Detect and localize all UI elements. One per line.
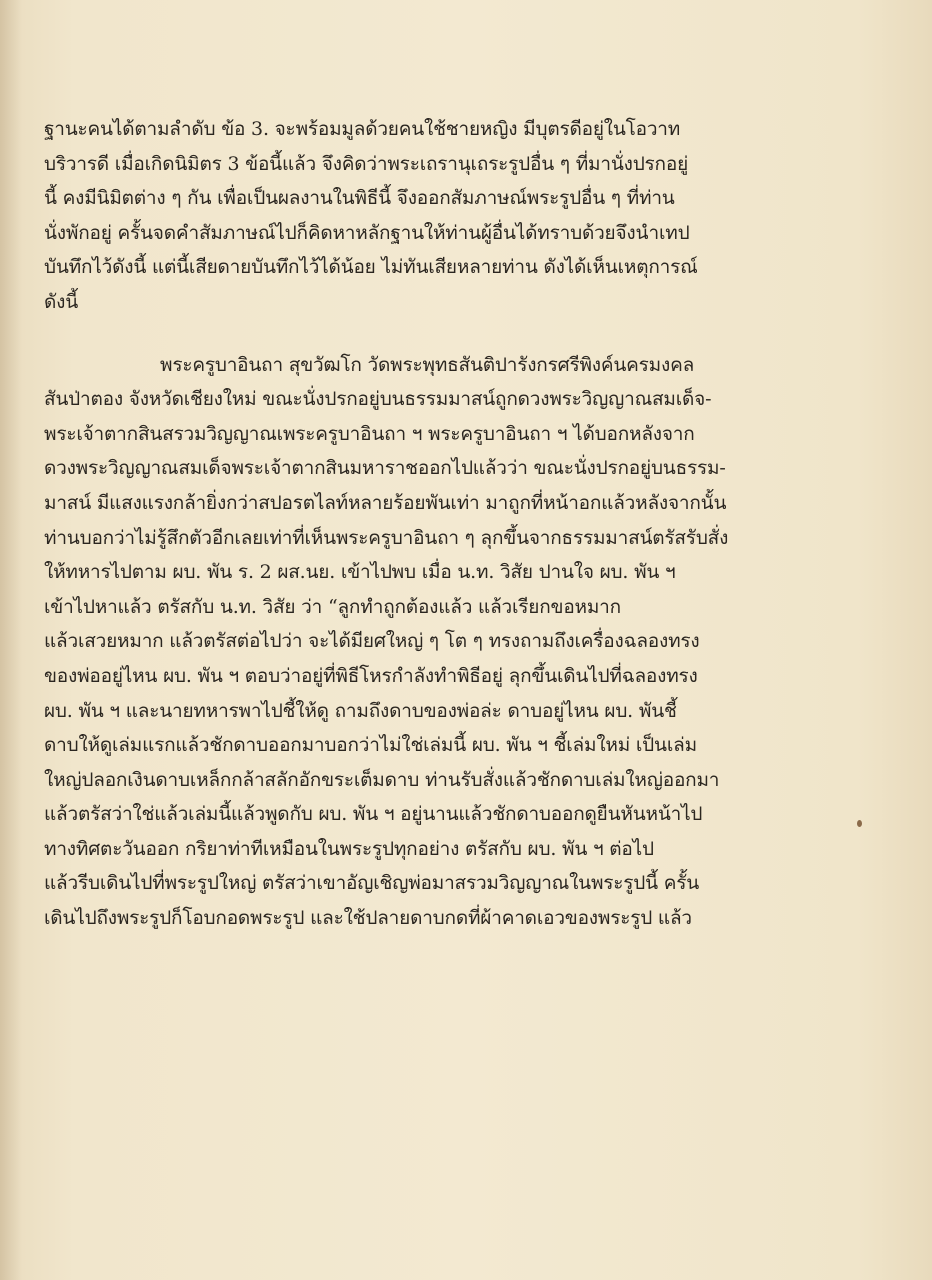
paper-speck — [857, 820, 862, 827]
text-line: ดาบให้ดูเล่มแรกแล้วชักดาบออกมาบอกว่าไม่ใช่เล่มนี้ ผบ. พัน ฯ ชี้เล่มใหม่ เป็นเล่ม — [44, 734, 697, 757]
text-line: ให้ทหารไปตาม ผบ. พัน ร. 2 ผส.นย. เข้าไปพบ เมื่อ น.ท. วิสัย ปานใจ ผบ. พัน ฯ — [44, 561, 676, 584]
page-edge-shadow — [0, 0, 22, 1280]
text-line: ทางทิศตะวันออก กริยาท่าทีเหมือนในพระรูปทุกอย่าง ตรัสกับ ผบ. พัน ฯ ต่อไป — [44, 837, 654, 860]
text-line: แล้วรีบเดินไปที่พระรูปใหญ่ ตรัสว่าเขาอัญเชิญพ่อมาสรวมวิญญาณในพระรูปนี้ ครั้น — [44, 872, 700, 895]
text-line: ฐานะคนได้ตามลำดับ ข้อ 3. จะพร้อมมูลด้วยคนใช้ชายหญิง มีบุตรดีอยู่ในโอวาท — [44, 118, 681, 140]
text-line: นี้ คงมีนิมิตต่าง ๆ กัน เพื่อเป็นผลงานในพิธีนี้ จึงออกสัมภาษณ์พระรูปอื่น ๆ ที่ท่าน — [44, 187, 675, 210]
text-line: เดินไปถึงพระรูปก็โอบกอดพระรูป และใช้ปลายดาบกดที่ผ้าคาดเอวของพระรูป แล้ว — [44, 907, 692, 930]
text-line: พระเจ้าตากสินสรวมวิญญาณเพระครูบาอินถา ฯ พระครูบาอินถา ฯ ได้บอกหลังจาก — [44, 422, 695, 445]
text-line: ดังนี้ — [44, 290, 79, 313]
text-line: บันทึกไว้ดังนี้ แต่นี้เสียดายบันทึกไว้ได้น้อย ไม่ทันเสียหลายท่าน ดังได้เห็นเหตุการณ์ — [44, 256, 698, 279]
text-line: เข้าไปหาแล้ว ตรัสกับ น.ท. วิสัย ว่า “ลูกทำถูกต้องแล้ว แล้วเรียกขอหมาก — [44, 595, 621, 618]
text-line: ท่านบอกว่าไม่รู้สึกตัวอีกเลยเท่าที่เห็นพระครูบาอินถา ๆ ลุกขึ้นจากธรรมมาสน์ตรัสรับสั่ง — [44, 526, 729, 549]
text-line: นั่งพักอยู่ ครั้นจดคำสัมภาษณ์ไปก็คิดหาหลักฐานให้ท่านผู้อื่นได้ทราบด้วยจึงนำเทป — [44, 221, 690, 244]
text-line: แล้วตรัสว่าใช่แล้วเล่มนี้แล้วพูดกับ ผบ. พัน ฯ อยู่นานแล้วชักดาบออกดูยืนหันหน้าไป — [44, 803, 703, 826]
paragraph-gap — [44, 320, 784, 348]
text-line: บริวารดี เมื่อเกิดนิมิตร 3 ข้อนี้แล้ว จึงคิดว่าพระเถรานุเถระรูปอื่น ๆ ที่มานั่งปรกอยู่ — [44, 152, 689, 175]
text-line: ดวงพระวิญญาณสมเด็จพระเจ้าตากสินมหาราชออกไปแล้วว่า ขณะนั่งปรกอยู่บนธรรม- — [44, 457, 726, 480]
body-text — [44, 112, 784, 936]
text-line: แล้วเสวยหมาก แล้วตรัสต่อไปว่า จะได้มียศใหญ่ ๆ โต ๆ ทรงถามถึงเครื่องฉลองทรง — [44, 630, 700, 653]
text-line: พระครูบาอินถา สุขวัฒโก วัดพระพุทธสันติปารังกรศรีพิงค์นครมงคล — [160, 353, 695, 376]
text-line: มาสน์ มีแสงแรงกล้ายิ่งกว่าสปอรตไลท์หลายร้อยพันเท่า มาถูกที่หน้าอกแล้วหลังจากนั้น — [44, 491, 727, 514]
text-line: ผบ. พัน ฯ และนายทหารพาไปชี้ให้ดู ถามถึงดาบของพ่อล่ะ ดาบอยู่ไหน ผบ. พันชี้ — [44, 699, 677, 722]
text-line: สันป่าตอง จังหวัดเชียงใหม่ ขณะนั่งปรกอยู่บนธรรมมาสน์ถูกดวงพระวิญญาณสมเด็จ- — [44, 388, 712, 411]
text-line: ของพ่ออยู่ไหน ผบ. พัน ฯ ตอบว่าอยู่ที่พิธีโหรกำลังทำพิธีอยู่ ลุกขึ้นเดินไปที่ฉลองทรง — [44, 664, 698, 687]
text-line: ใหญ่ปลอกเงินดาบเหล็กกล้าสลักอักขระเต็มดาบ ท่านรับสั่งแล้วชักดาบเล่มใหญ่ออกมา — [44, 768, 720, 791]
